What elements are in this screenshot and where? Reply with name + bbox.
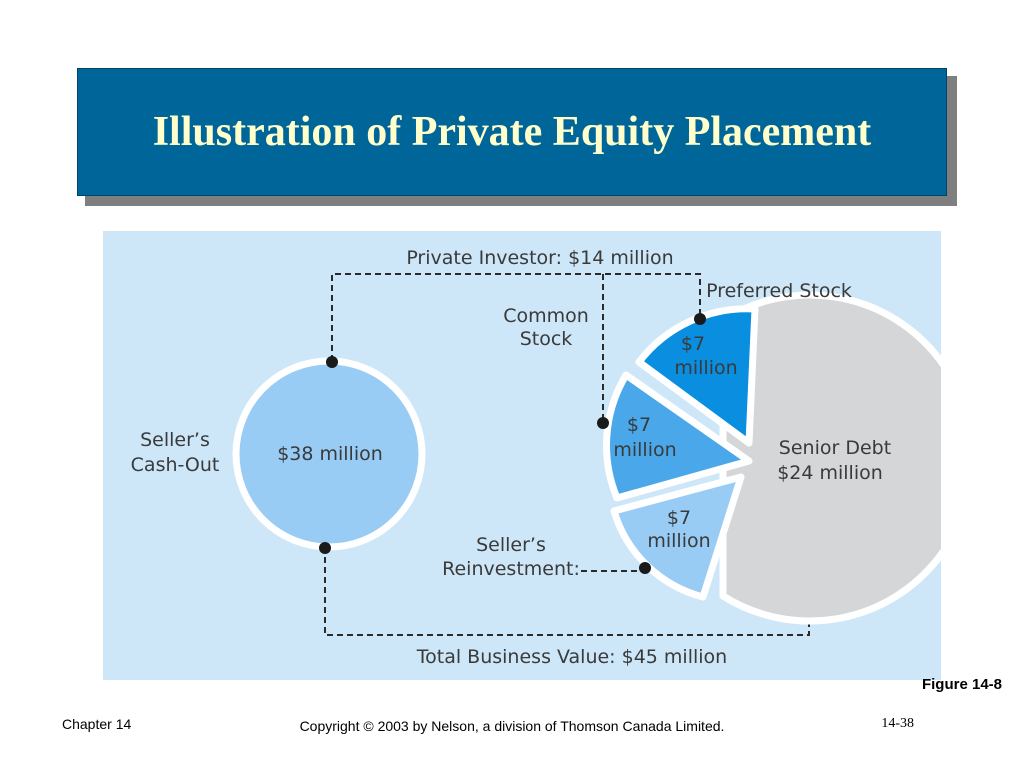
- common-stock-label-line2: Stock: [519, 328, 573, 350]
- preferred-stock-value-line2: million: [674, 357, 738, 379]
- slide-title: Illustration of Private Equity Placement: [152, 109, 872, 155]
- sellers-reinvestment-label-line1: Seller’s: [476, 534, 546, 556]
- sellers-cash-out-label-line1: Seller’s: [140, 429, 210, 451]
- senior-debt-label-line2: $24 million: [777, 462, 883, 484]
- cash-out-top-dot: [326, 356, 338, 368]
- sellers-reinvestment-label-line2: Reinvestment:: [442, 558, 580, 580]
- footer-copyright: Copyright © 2003 by Nelson, a division of Thomson Canada Limited.: [299, 718, 725, 734]
- sellers-reinvestment-value-line1: $7: [666, 507, 692, 529]
- footer-chapter: Chapter 14: [62, 716, 132, 732]
- sellers-reinvestment-dot: [639, 562, 651, 574]
- common-stock-value-line1: $7: [626, 414, 652, 436]
- preferred-stock-label: Preferred Stock: [706, 280, 852, 302]
- common-stock-dot: [597, 417, 609, 429]
- common-stock-value-line2: million: [613, 439, 677, 461]
- sellers-cash-out-label-line2: Cash-Out: [130, 454, 220, 476]
- title-box: [77, 68, 947, 196]
- cash-out-bottom-dot: [319, 542, 331, 554]
- private-equity-placement-figure: [103, 231, 941, 680]
- sellers-cash-out-value: $38 million: [277, 443, 383, 465]
- preferred-stock-dot: [694, 313, 706, 325]
- footer-slide-number: 14-38: [881, 716, 914, 731]
- total-business-value-label: Total Business Value: $45 million: [416, 646, 728, 668]
- private-investor-label: Private Investor: $14 million: [406, 247, 674, 269]
- figure-caption: Figure 14-8: [921, 676, 1002, 693]
- senior-debt-label-line1: Senior Debt: [778, 437, 892, 459]
- common-stock-label-line1: Common: [503, 305, 589, 327]
- sellers-reinvestment-value-line2: million: [647, 530, 711, 552]
- preferred-stock-value-line1: $7: [680, 333, 706, 355]
